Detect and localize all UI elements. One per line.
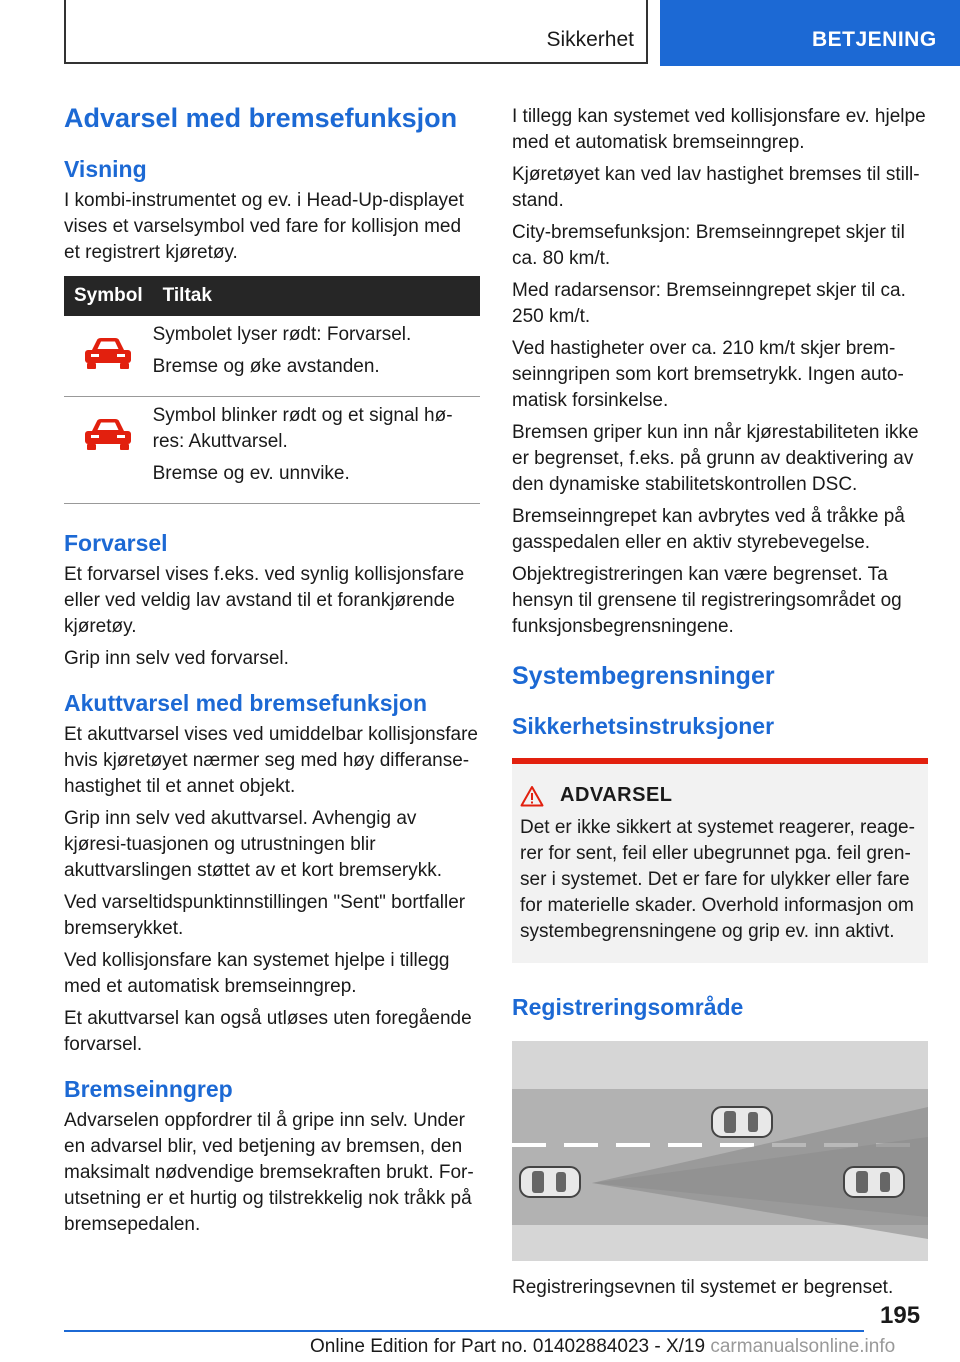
car-top-icon: [520, 1167, 580, 1197]
warning-label: ADVARSEL: [560, 784, 673, 806]
paragraph: Bremsen griper kun inn når kjørestabiliteten ikke er begrenset, f.eks. på grunn av deaktivering av den dynamiske stabilitetskontrollen DSC.: [512, 422, 919, 495]
footer-edition-text: Online Edition for Part no. 01402884023 - X/19: [310, 1336, 706, 1357]
car-top-icon: [844, 1167, 904, 1197]
detection-range-illustration: [512, 1041, 928, 1261]
paragraph: Objektregistreringen kan være begrenset. Ta hensyn til grensene til registreringsområdet og funksjonsbegrensningene.: [512, 564, 902, 637]
header-section-label: BETJENING: [812, 28, 937, 51]
paragraph: Kjøretøyet kan ved lav hastighet bremses til still-stand.: [512, 164, 920, 211]
paragraph: Ved varseltidspunktinnstillingen "Sent" bortfaller bremserykket.: [64, 892, 466, 939]
illustration-caption: Registreringsevnen til systemet er begrenset.: [512, 1277, 894, 1298]
table-row: [64, 316, 480, 397]
footer-divider: [64, 1330, 864, 1332]
page-number: 195: [880, 1302, 921, 1329]
symbol-table: [64, 276, 480, 504]
paragraph: Et akuttvarsel vises ved umiddelbar kollisjonsfare hvis kjøretøyet nærmer seg med høy differanse-hastighet til et annet objekt.: [64, 724, 478, 797]
warning-triangle-icon: [520, 785, 544, 807]
paragraph: Et akuttvarsel kan også utløses uten foregående forvarsel.: [64, 1008, 472, 1055]
header-section-tab[interactable]: [660, 0, 960, 66]
paragraph: Ved hastigheter over ca. 210 km/t skjer brem-seinngripen som kort bremsetrykk. Ingen auto-matisk forsinkelse.: [512, 338, 904, 411]
warning-text: Det er ikke sikkert at systemet reagerer, reage-rer for sent, feil eller ubegrunnet pga. feil gren-ser i systemet. Det er fare for ulykker eller fare for materielle skader. Overhold informasjon om systembegrensningene og grip ev. inn aktivt.: [520, 817, 915, 942]
paragraph: Med radarsensor: Bremseinngrepet skjer til ca. 250 km/t.: [512, 280, 906, 327]
car-warning-icon: [83, 417, 133, 451]
paragraph: Ved kollisjonsfare kan systemet hjelpe i tillegg med et automatisk bremseinngrep.: [64, 950, 450, 997]
left-column: [64, 96, 480, 1244]
symbol-cell: [64, 397, 153, 504]
paragraph: Grip inn selv ved akuttvarsel. Avhengig av kjøresi-tuasjonen og utrustningen blir akuttvarslingen støttet av et kort bremserykk.: [64, 808, 443, 881]
paragraph: Grip inn selv ved forvarsel.: [64, 648, 289, 669]
heading-systembegrensninger: Systembegrensninger: [512, 662, 775, 690]
right-column: [512, 104, 928, 1301]
heading-sikkerhetsinstruksjoner: Sikkerhetsinstruksjoner: [512, 713, 775, 739]
tiltak-cell: [153, 316, 480, 397]
table-row: [64, 397, 480, 504]
warning-box: [512, 758, 928, 963]
table-header-symbol: Symbol: [64, 276, 153, 316]
table-header-tiltak: Tiltak: [153, 276, 480, 316]
paragraph: Et forvarsel vises f.eks. ved synlig kollisjonsfare eller ved veldig lav avstand til et forankjørende kjøretøy.: [64, 564, 465, 637]
page-title: Advarsel med bremsefunksjon: [64, 103, 458, 133]
heading-visning: Visning: [64, 156, 147, 182]
paragraph: Bremseinngrepet kan avbrytes ved å tråkke på gasspedalen eller en aktiv styrebevegelse.: [512, 506, 905, 553]
header-chapter-tab[interactable]: [64, 0, 648, 64]
car-warning-icon: [83, 336, 133, 370]
heading-forvarsel: Forvarsel: [64, 530, 168, 556]
paragraph: City-bremsefunksjon: Bremseinngrepet skjer til ca. 80 km/t.: [512, 222, 905, 269]
road-diagram: [512, 1041, 928, 1261]
tiltak-line: Symbolet lyser rødt: Forvarsel.: [152, 324, 412, 345]
heading-bremseinngrep: Bremseinngrep: [64, 1076, 233, 1102]
symbol-cell: [64, 316, 153, 397]
paragraph: I tillegg kan systemet ved kollisjonsfare ev. hjelpe med et automatisk bremseinngrep.: [512, 106, 926, 153]
visning-text: I kombi-instrumentet og ev. i Head-Up-displayet vises et varselsymbol ved fare for kollisjon med et registrert kjøretøy.: [64, 190, 464, 263]
paragraph: Advarselen oppfordrer til å gripe inn selv. Under en advarsel blir, ved betjening av bremsen, den maksimalt nødvendige bremsekraften brukt. For-utsetning er et hurtig og tilstrekkelig nok tråkk på bremsepedalen.: [64, 1110, 474, 1235]
footer-watermark[interactable]: carmanualsonline.info: [710, 1336, 896, 1357]
heading-akuttvarsel: Akuttvarsel med bremsefunksjon: [64, 690, 428, 716]
header-chapter-label: Sikkerhet: [546, 28, 634, 51]
tiltak-line: Bremse og øke avstanden.: [152, 356, 380, 377]
heading-registreringsomrade: Registreringsområde: [512, 994, 744, 1020]
tiltak-line: Bremse og ev. unnvike.: [152, 463, 350, 484]
footer-edition: [310, 1336, 895, 1358]
tiltak-line: Symbol blinker rødt og et signal hø-res: Akuttvarsel.: [152, 405, 453, 452]
warning-header: [520, 784, 920, 807]
car-top-icon: [712, 1107, 772, 1137]
tiltak-cell: [153, 397, 480, 504]
